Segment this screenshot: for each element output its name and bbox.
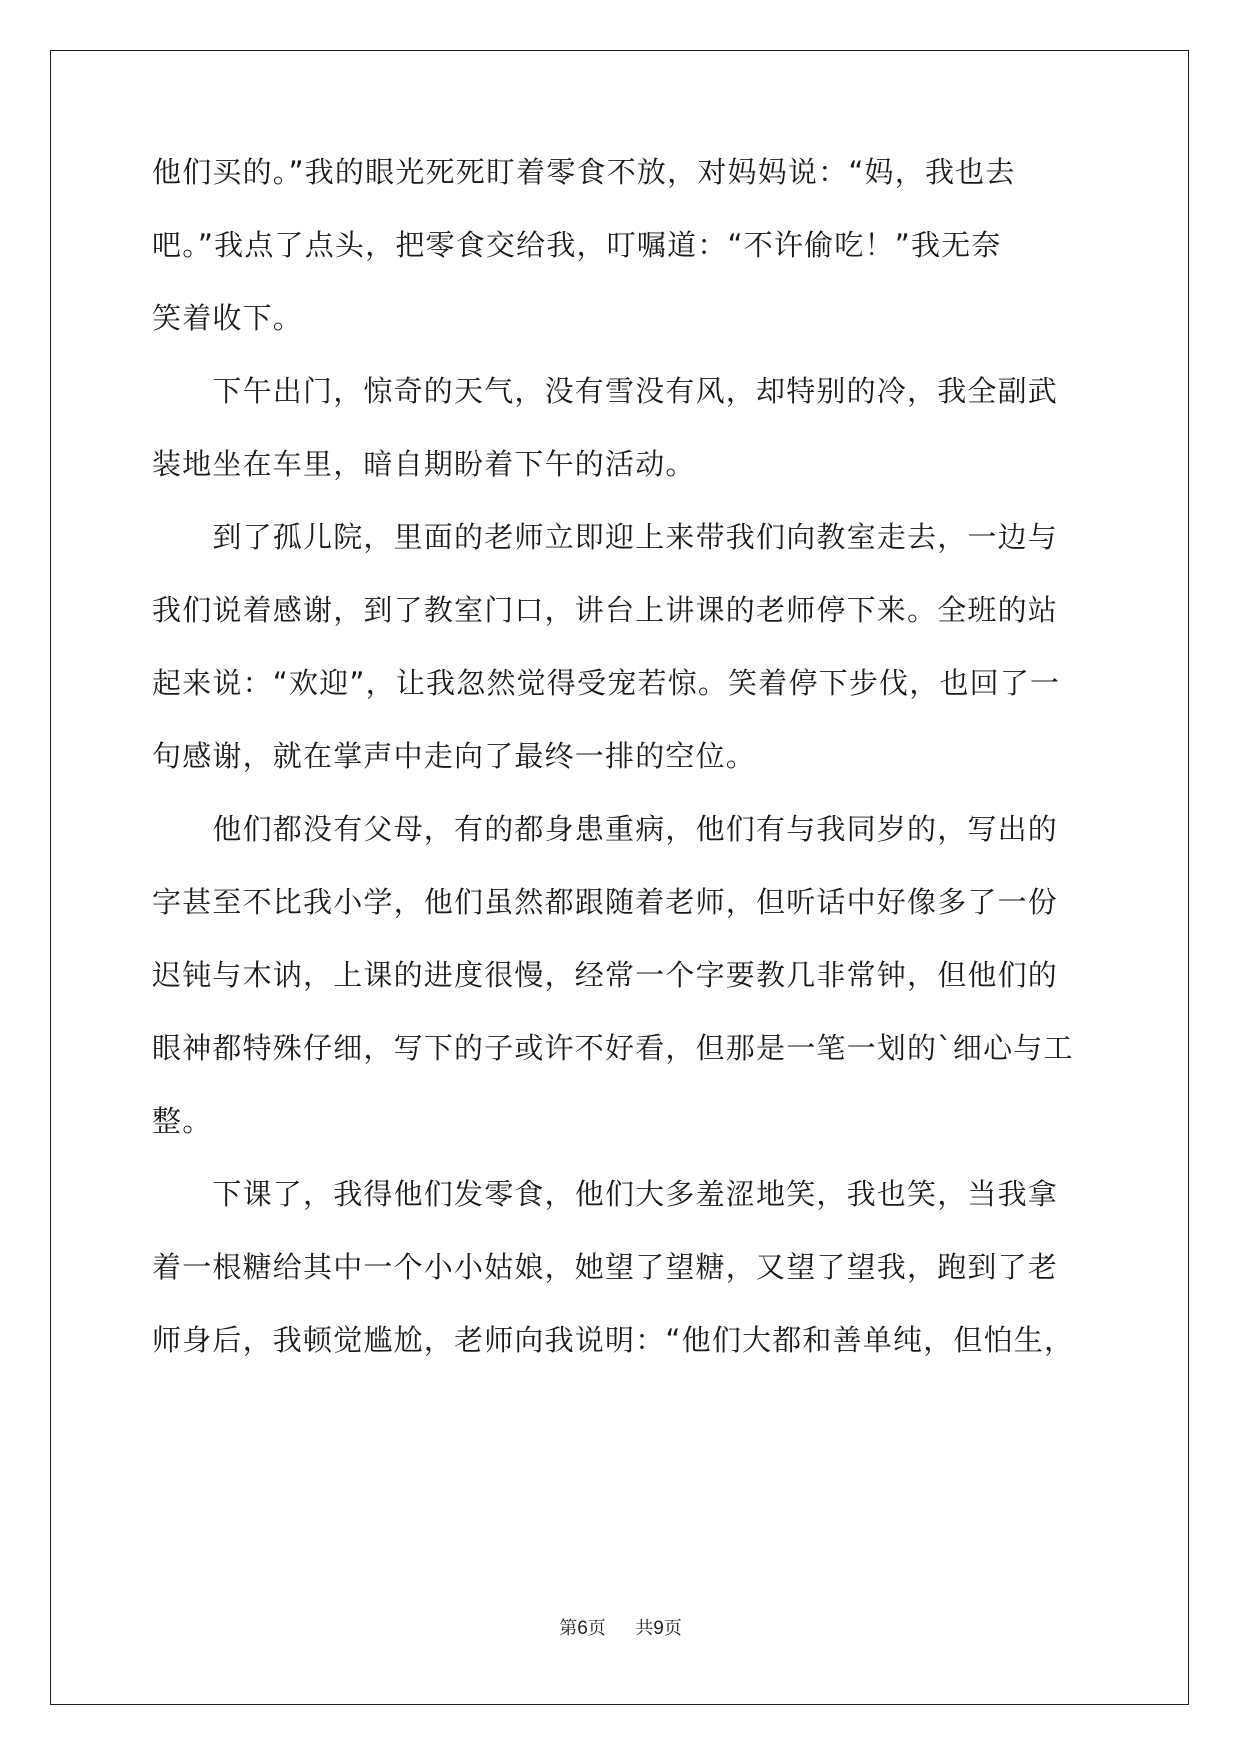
page-prefix: 第 [559, 1618, 578, 1639]
total-pages-label [635, 1618, 682, 1639]
current-page-number: 6 [577, 1618, 588, 1639]
text-line: 装地坐在车里，暗自期盼着下午的活动。 [152, 447, 696, 481]
page-footer [0, 1617, 1241, 1641]
text-line: 下课了，我得他们发零食，他们大多羞涩地笑，我也笑，当我拿 [152, 1177, 1059, 1211]
text-line: 到了孤儿院，里面的老师立即迎上来带我们向教室走去，一边与 [152, 520, 1059, 554]
page-unit: 页 [587, 1618, 606, 1639]
text-line: 他们买的。”我的眼光死死盯着零食不放，对妈妈说：“妈，我也去 [152, 155, 1016, 189]
page-number-label [559, 1618, 611, 1639]
text-line: 笑着收下。 [152, 301, 304, 335]
total-page-number: 9 [653, 1618, 664, 1639]
text-line: 吧。”我点了点头，把零食交给我，叮嘱道：“不许偷吃！”我无奈 [152, 228, 1002, 262]
total-unit: 页 [663, 1618, 682, 1639]
text-line: 着一根糖给其中一个小小姑娘，她望了望糖，又望了望我，跑到了老 [152, 1250, 1059, 1284]
total-prefix: 共 [635, 1618, 654, 1639]
text-line: 句感谢，就在掌声中走向了最终一排的空位。 [152, 739, 757, 773]
text-line: 师身后，我顿觉尴尬，老师向我说明：“他们大都和善单纯，但怕生， [152, 1323, 1075, 1357]
text-line: 他们都没有父母，有的都身患重病，他们有与我同岁的，写出的 [152, 812, 1059, 846]
text-line: 我们说着感谢，到了教室门口，讲台上讲课的老师停下来。全班的站 [152, 593, 1059, 627]
text-line: 迟钝与木讷，上课的进度很慢，经常一个字要教几非常钟，但他们的 [152, 958, 1059, 992]
text-line: 整。 [152, 1104, 213, 1138]
text-line: 眼神都特殊仔细，写下的子或许不好看，但那是一笔一划的`细心与工 [152, 1031, 1074, 1065]
text-line: 起来说：“欢迎”，让我忽然觉得受宠若惊。笑着停下步伐，也回了一 [152, 666, 1061, 700]
text-line: 字甚至不比我小学，他们虽然都跟随着老师，但听话中好像多了一份 [152, 885, 1059, 919]
text-line: 下午出门，惊奇的天气，没有雪没有风，却特别的冷，我全副武 [152, 374, 1059, 408]
